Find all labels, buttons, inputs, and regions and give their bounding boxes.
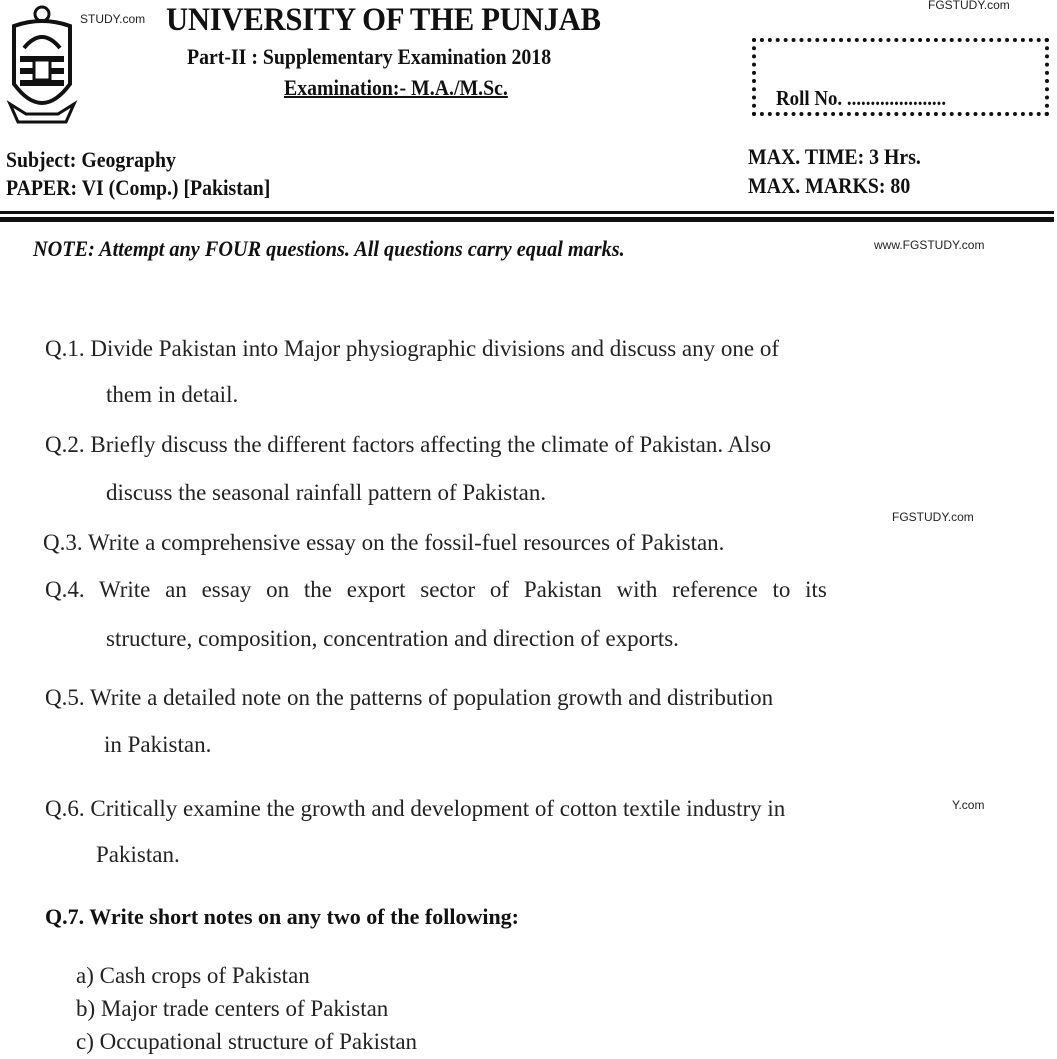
question-line: Pakistan. [96,842,180,867]
question-line: Q.3. Write a comprehensive essay on the fossil-fuel resources of Pakistan. [43,530,725,555]
examination-name: Examination:- M.A./M.Sc. [284,75,508,100]
watermark: FGSTUDY.com [928,0,1010,12]
exam-part: Part-II : Supplementary Examination 2018 [187,44,552,69]
question-line: discuss the seasonal rainfall pattern of Pakistan. [106,480,547,505]
watermark: STUDY.com [80,12,146,26]
roll-number-label: Roll No. ..................... [776,86,947,110]
subject: Subject: Geography [6,147,176,172]
list-item: c) Occupational structure of Pakistan [76,1029,418,1054]
question-line: them in detail. [106,382,239,407]
watermark: Y.com [952,798,985,812]
list-item: a) Cash crops of Pakistan [76,963,310,988]
question-line: Q.2. Briefly discuss the different factors affecting the climate of Pakistan. Also [45,432,772,457]
question-line: Q.1. Divide Pakistan into Major physiographic divisions and discuss any one of [45,336,780,361]
university-logo [6,4,78,128]
question-line: in Pakistan. [104,732,212,757]
max-marks: MAX. MARKS: 80 [748,173,911,198]
question-7-title: Q.7. Write short notes on any two of the following: [45,904,520,929]
list-item: b) Major trade centers of Pakistan [76,996,389,1021]
paper: PAPER: VI (Comp.) [Pakistan] [6,175,271,200]
max-time: MAX. TIME: 3 Hrs. [748,144,921,169]
watermark: www.FGSTUDY.com [874,238,985,252]
question-line: Q.5. Write a detailed note on the patterns of population growth and distribution [45,685,774,710]
watermark: FGSTUDY.com [892,510,974,524]
instructions-note: NOTE: Attempt any FOUR questions. All questions carry equal marks. [33,236,625,261]
roll-number-box [752,38,1049,116]
question-line: Q.4. Write an essay on the export sector of Pakistan with reference to its [45,577,827,602]
divider [0,211,1054,214]
divider [0,217,1054,222]
question-line: Q.6. Critically examine the growth and development of cotton textile industry in [45,796,786,821]
question-line: structure, composition, concentration and direction of exports. [106,626,679,651]
university-title: UNIVERSITY OF THE PUNJAB [166,2,601,38]
